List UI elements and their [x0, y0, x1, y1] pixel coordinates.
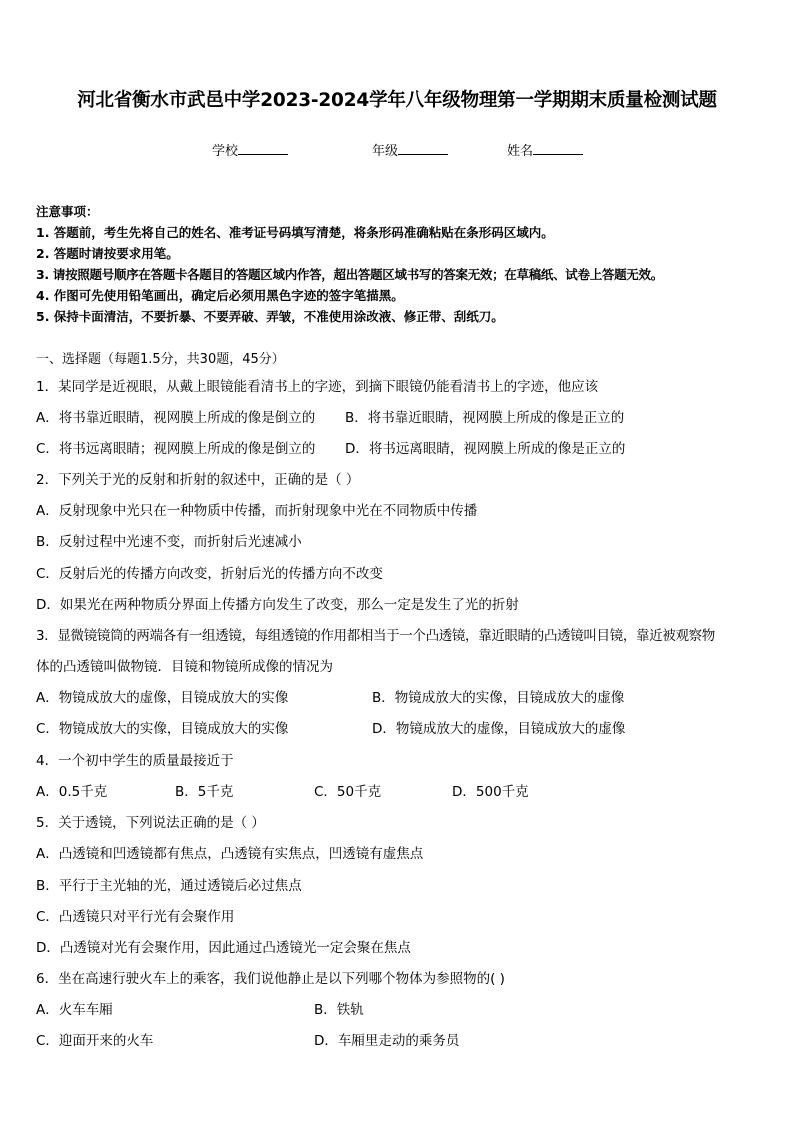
option-c: C．物镜成放大的实像，目镜成放大的实像 [36, 721, 289, 737]
option-d: D．500千克 [452, 784, 529, 800]
option-d: D．物镜成放大的虚像，目镜成放大的虚像 [372, 721, 626, 737]
note-item: 4. 作图可先使用铅笔画出，确定后必须用黑色字迹的签字笔描黑。 [36, 288, 404, 303]
option-b: B．铁轨 [314, 1002, 364, 1018]
notes-heading: 注意事项： [36, 204, 99, 219]
option-a: A．反射现象中光只在一种物质中传播，而折射现象中光在不同物质中传播 [36, 503, 478, 519]
name-label: 姓名 [507, 144, 534, 159]
school-label: 学校 [212, 144, 239, 159]
option-b: B．平行于主光轴的光，通过透镜后必过焦点 [36, 878, 302, 894]
option-c: C．反射后光的传播方向改变，折射后光的传播方向不改变 [36, 566, 383, 582]
note-item: 1. 答题前，考生先将自己的姓名、准考证号码填写清楚，将条形码准确粘贴在条形码区域内。 [36, 225, 554, 240]
question-stem-continued: 体的凸透镜叫做物镜．目镜和物镜所成像的情况为 [36, 659, 333, 675]
option-c: C．将书远离眼睛；视网膜上所成的像是倒立的 [36, 441, 316, 457]
note-item: 3. 请按照题号顺序在答题卡各题目的答题区域内作答，超出答题区域书写的答案无效；在草稿纸、试卷上答题无效。 [36, 267, 663, 282]
name-blank[interactable] [533, 142, 583, 155]
question-stem: 1．某同学是近视眼，从戴上眼镜能看清书上的字迹，到摘下眼镜仍能看清书上的字迹，他应该 [36, 379, 599, 395]
option-a: A．将书靠近眼睛，视网膜上所成的像是倒立的 [36, 410, 316, 426]
option-a: A．0.5千克 [36, 784, 108, 800]
school-blank[interactable] [238, 142, 288, 155]
option-b: B．将书靠近眼睛，视网膜上所成的像是正立的 [345, 410, 625, 426]
note-item: 5. 保持卡面清洁，不要折暴、不要弄破、弄皱，不准使用涂改液、修正带、刮纸刀。 [36, 309, 504, 324]
option-d: D．凸透镜对光有会聚作用，因此通过凸透镜光一定会聚在焦点 [36, 940, 411, 956]
option-b: B．反射过程中光速不变，而折射后光速减小 [36, 534, 302, 550]
option-a: A．物镜成放大的虚像，目镜成放大的实像 [36, 690, 289, 706]
question-stem: 4．一个初中学生的质量最接近于 [36, 753, 234, 769]
option-d: D．如果光在两种物质分界面上传播方向发生了改变，那么一定是发生了光的折射 [36, 597, 519, 613]
question-stem: 2．下列关于光的反射和折射的叙述中，正确的是（ ） [36, 472, 360, 488]
question-stem: 3．显微镜镜筒的两端各有一组透镜，每组透镜的作用都相当于一个凸透镜，靠近眼睛的凸透镜叫目镜，靠近被观察物 [36, 628, 715, 644]
option-c: C．迎面开来的火车 [36, 1033, 154, 1049]
option-c: C．50千克 [314, 784, 382, 800]
exam-title: 河北省衡水市武邑中学2023-2024学年八年级物理第一学期期末质量检测试题 [77, 90, 717, 111]
grade-field [372, 140, 448, 159]
option-a: A．火车车厢 [36, 1002, 113, 1018]
section-heading: 一、选择题（每题1.5分，共30题，45分） [36, 352, 285, 367]
option-b: B．物镜成放大的实像，目镜成放大的虚像 [372, 690, 625, 706]
option-d: D．将书远离眼睛，视网膜上所成的像是正立的 [345, 441, 626, 457]
option-c: C．凸透镜只对平行光有会聚作用 [36, 909, 235, 925]
grade-blank[interactable] [398, 142, 448, 155]
school-field [212, 140, 288, 159]
option-a: A．凸透镜和凹透镜都有焦点，凸透镜有实焦点，凹透镜有虚焦点 [36, 846, 424, 862]
note-item: 2. 答题时请按要求用笔。 [36, 246, 179, 261]
option-b: B．5千克 [175, 784, 234, 800]
grade-label: 年级 [372, 144, 399, 159]
name-field [507, 140, 583, 159]
question-stem: 6．坐在高速行驶火车上的乘客，我们说他静止是以下列哪个物体为参照物的( ) [36, 971, 505, 987]
option-d: D．车厢里走动的乘务员 [314, 1033, 460, 1049]
question-stem: 5．关于透镜，下列说法正确的是（ ） [36, 815, 265, 831]
